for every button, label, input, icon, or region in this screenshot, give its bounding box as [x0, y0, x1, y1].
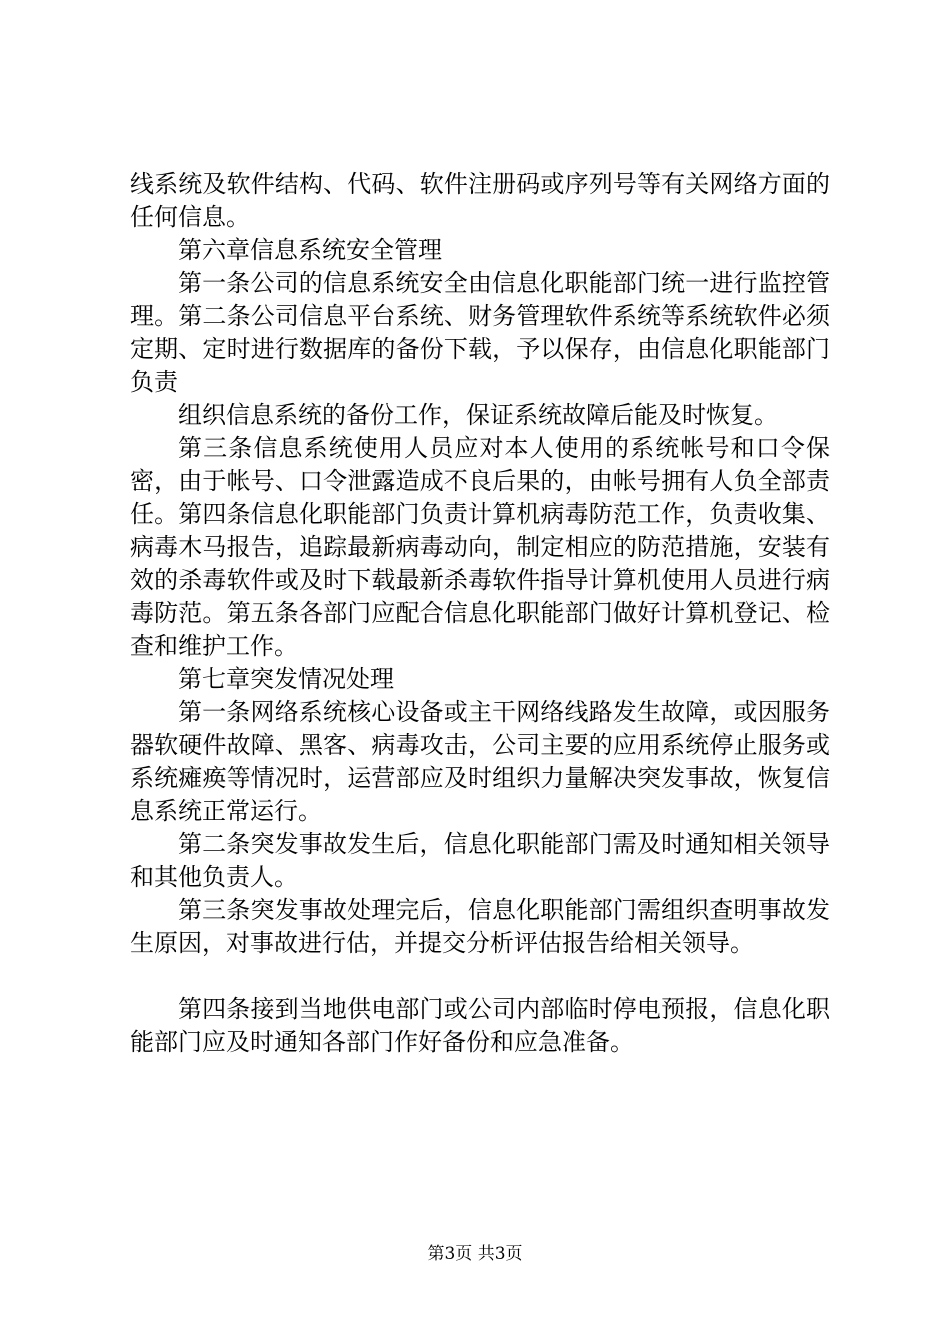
paragraph-ch7-article-3: 第三条突发事故处理完后，信息化职能部门需组织查明事故发生原因，对事故进行估，并提交分析评估报告给相关领导。 [130, 896, 830, 957]
chapter-6-heading: 第六章信息系统安全管理 [178, 236, 442, 264]
paragraph-gap [130, 960, 830, 993]
paragraph-ch6-backup: 组织信息系统的备份工作，保证系统故障后能及时恢复。 [178, 401, 778, 429]
paragraph-ch7-article-2: 第二条突发事故发生后，信息化职能部门需及时通知相关领导和其他负责人。 [130, 830, 830, 891]
paragraph-ch6-article-3-5: 第三条信息系统使用人员应对本人使用的系统帐号和口令保密，由于帐号、口令泄露造成不良后果的，由帐号拥有人负全部责任。第四条信息化职能部门负责计算机病毒防范工作，负责收集、病毒木马报告，追踪最新病毒动向，制定相应的防范措施，安装有效的杀毒软件或及时下载最新杀毒软件指导计算机使用人员进行病毒防范。第五条各部门应配合信息化职能部门做好计算机登记、检查和维护工作。 [130, 434, 830, 660]
page-footer: 第3页 共3页 [427, 1244, 523, 1264]
paragraph-ch7-article-1: 第一条网络系统核心设备或主干网络线路发生故障，或因服务器软硬件故障、黑客、病毒攻击，公司主要的应用系统停止服务或系统瘫痪等情况时，运营部应及时组织力量解决突发事故，恢复信息系统正常运行。 [130, 698, 830, 825]
document-body [130, 168, 830, 1059]
paragraph-ch6-article-1-2: 第一条公司的信息系统安全由信息化职能部门统一进行监控管理。第二条公司信息平台系统、财务管理软件系统等系统软件必须定期、定时进行数据库的备份下载，予以保存，由信息化职能部门负责 [130, 269, 830, 396]
paragraph-ch7-article-4: 第四条接到当地供电部门或公司内部临时停电预报，信息化职能部门应及时通知各部门作好备份和应急准备。 [130, 995, 830, 1056]
chapter-7-heading: 第七章突发情况处理 [178, 665, 394, 693]
paragraph-continuation: 线系统及软件结构、代码、软件注册码或序列号等有关网络方面的任何信息。 [130, 170, 830, 231]
